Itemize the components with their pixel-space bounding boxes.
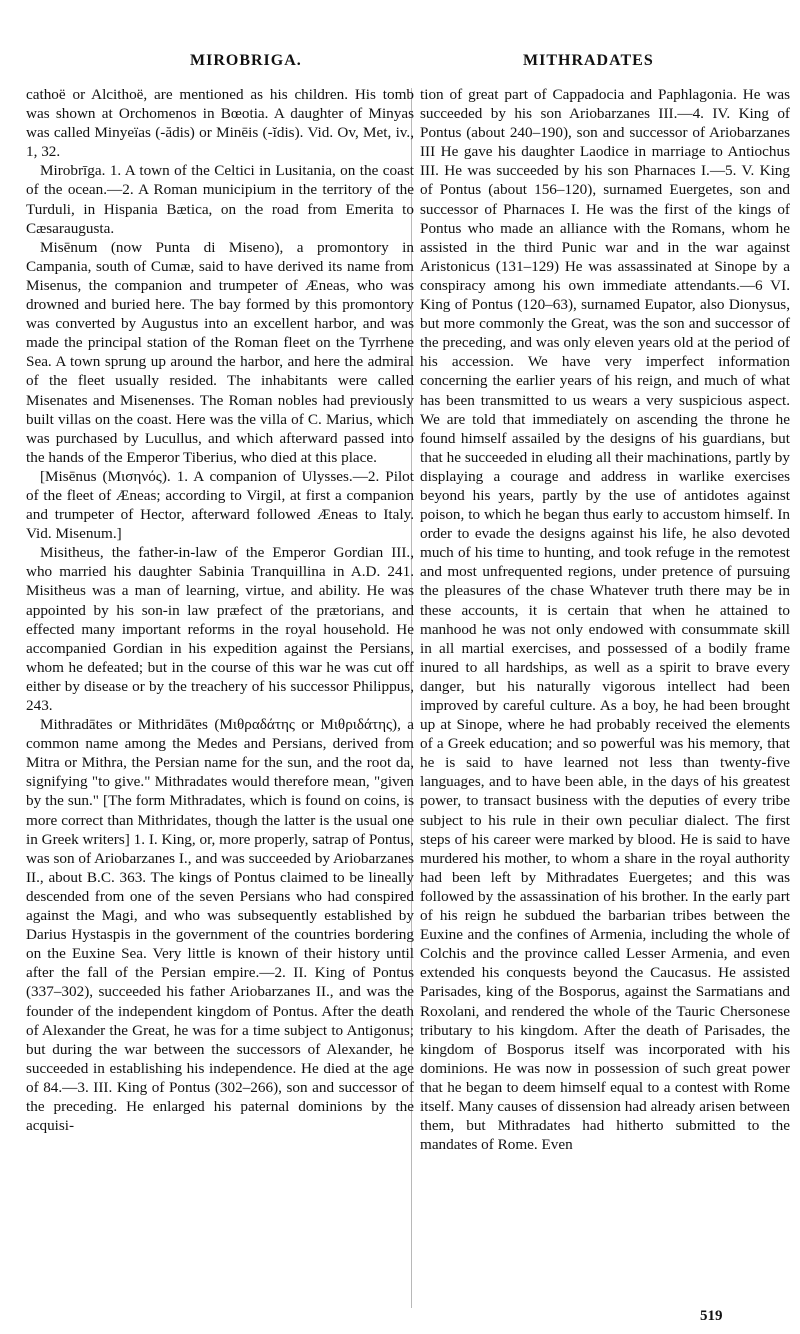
right-column <box>420 85 790 1154</box>
column-divider <box>411 88 412 1308</box>
left-column <box>26 85 414 1135</box>
paragraph: Misitheus, the father-in-law of the Emperor Gordian III., who married his daughter Sabinia Tranquillina in A.D. 241. Misitheus was a man of learning, virtue, and ability. He was appointed by his son-in law præfect of the prætorians, and effected many important reforms in the royal household. He accompanied Gordian in his expedition against the Persians, whom he defeated; but in the course of this war he was cut off either by disease or by the treachery of his successor Philippus, 243. <box>26 544 414 714</box>
running-header <box>0 52 800 78</box>
header-right: MITHRADATES <box>523 52 654 69</box>
paragraph: tion of great part of Cappadocia and Paphlagonia. He was succeeded by his son Ariobarzanes III.—4. IV. King of Pontus (about 240–190), son and successor of Ariobarzanes III He gave his daughter Laodice in marriage to Antiochus III. He was succeeded by his son Pharnaces I.—5. V. King of Pontus (about 156–120), surnamed Euergetes, son and successor of Pharnaces I. He was the first of the kings of Pontus who made an alliance with the Romans, whom he assisted in the third Punic war and in the war against Aristonicus (131–129) He was assassinated at Sinope by a conspiracy among his own immediate attendants.—6 VI. King of Pontus (120–63), surnamed Eupator, also Dionysus, but more commonly the Great, was the son and successor of the preceding, and was only eleven years old at the period of his accession. We have very imperfect information concerning the earlier years of his reign, and much of what has been transmitted to us wears a very suspicious aspect. We are told that immediately on ascending the throne he found himself assailed by the designs of his guardians, but that he succeeded in eluding all their machinations, partly by displaying a courage and address in warlike exercises beyond his years, partly by the use of antidotes against poison, to which he began thus early to accustom himself. In order to evade the designs against his life, he also devoted much of his time to hunting, and took refuge in the remotest and most unfrequented regions, under pretence of pursuing the pleasures of the chase Whatever truth there may be in these accounts, it is certain that when he attained to manhood he was not only endowed with consummate skill in all martial exercises, and possessed of a bodily frame inured to all hardships, as well as a spirit to brave every danger, but his naturally vigorous intellect had been improved by careful culture. As a boy, he had been brought up at Sinope, where he had probably received the elements of a Greek education; and so powerful was his memory, that he is said to have learned not less than twenty-five languages, and to have been able, in the days of his greatest power, to transact business with the deputies of every tribe subject to his rule in their own peculiar dialect. The first steps of his career were marked by blood. He is said to have murdered his mother, to whom a share in the royal authority had been left by Mithradates Euergetes; and this was followed by the assassination of his brother. In the early part of his reign he subdued the barbarian tribes between the Euxine and the confines of Armenia, including the whole of Colchis and the province called Lesser Armenia, and even extended his conquests beyond the Caucasus. He assisted Parisades, king of the Bosporus, against the Sarmatians and Roxolani, and rendered the whole of the Tauric Chersonese tributary to his kingdom. After the death of Parisades, the kingdom of Bosporus itself was incorporated with his dominions. He was now in possession of such great power that he began to deem himself equal to a contest with Rome itself. Many causes of dissension had already arisen between them, but Mithradates had hitherto submitted to the mandates of Rome. Even <box>420 86 790 1154</box>
paragraph: cathoë or Alcithoë, are mentioned as his children. His tomb was shown at Orchomenos in Bœotia. A daughter of Minyas was called Minyeïas (-ădis) or Minēis (-ĭdis). Vid. Ov, Met, iv., 1, 32. <box>26 86 414 161</box>
paragraph: Misēnum (now Punta di Miseno), a promontory in Campania, south of Cumæ, said to have derived its name from Misenus, the companion and trumpeter of Æneas, who was drowned and buried here. The bay formed by this promontory was converted by Augustus into an excellent harbor, and was made the principal station of the Roman fleet on the Tyrrhene Sea. A town sprung up around the harbor, and here the admiral of the fleet usually resided. The inhabitants were called Misenates and Misenenses. The Roman nobles had previously built villas on the coast. Here was the villa of C. Marius, which was purchased by Lucullus, and which afterward passed into the hands of the Emperor Tiberius, who died at this place. <box>26 238 414 466</box>
page-number: 519 <box>700 1308 723 1324</box>
paragraph: [Misēnus (Μισηνός). 1. A companion of Ulysses.—2. Pilot of the fleet of Æneas; according to Virgil, at first a companion and trumpeter of Hector, afterward followed Æneas to Italy. Vid. Misenum.] <box>26 467 414 543</box>
paragraph: Mithradātes or Mithridātes (Μιθραδάτης or Μιθριδάτης), a common name among the Medes and Persians, derived from Mitra or Mithra, the Persian name for the sun, and the root da, signifying "to give." Mithradates would therefore mean, "given by the sun." [The form Mithradates, which is found on coins, is more correct than Mithridates, though the latter is the usual one in Greek writers] 1. I. King, or, more properly, satrap of Pontus, was son of Ariobarzanes I., and was succeeded by Ariobarzanes II., about B.C. 363. The kings of Pontus claimed to be lineally descended from one of the seven Persians who had conspired against the Magi, and who was subsequently established by Darius Hystaspis in the government of the countries bordering on the Euxine Sea. Very little is known of their history until after the fall of the Persian empire.—2. II. King of Pontus (337–302), succeeded his father Ariobarzanes II., and was the founder of the independent kingdom of Pontus. After the death of Alexander the Great, he was for a time subject to Antigonus; but during the war between the successors of Alexander, he succeeded in establishing his independence. He died at the age of 84.—3. III. King of Pontus (302–266), son and successor of the preceding. He enlarged his paternal dominions by the acquisi- <box>26 716 414 1135</box>
paragraph: Mirobrīga. 1. A town of the Celtici in Lusitania, on the coast of the ocean.—2. A Roman municipium in the territory of the Turduli, in Hispania Bætica, on the road from Emerita to Cæsaraugusta. <box>26 162 414 237</box>
header-left: MIROBRIGA. <box>190 52 302 69</box>
